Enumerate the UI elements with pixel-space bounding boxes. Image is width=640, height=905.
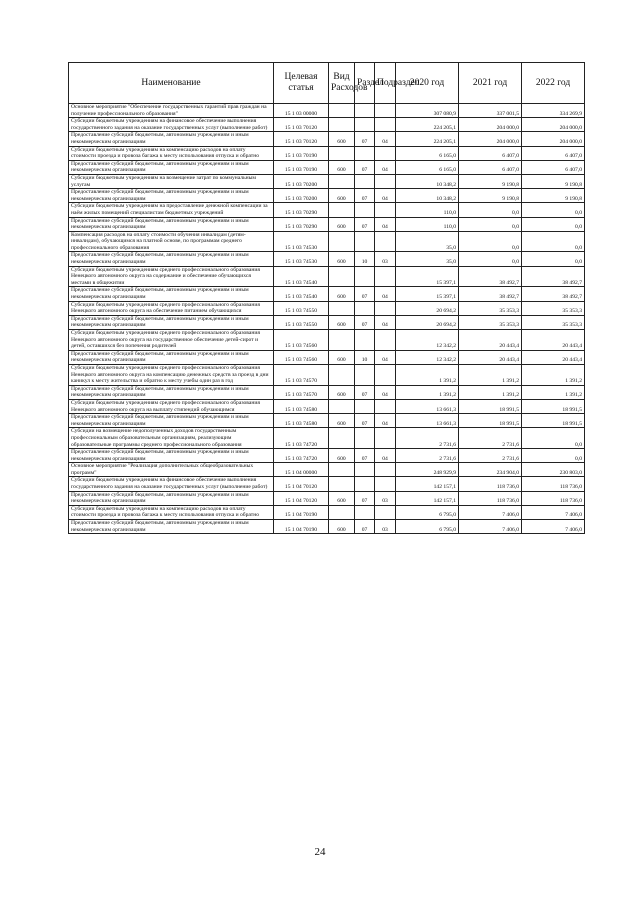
- row-amount-2021: 204 000,0: [459, 132, 522, 146]
- row-amount-2020: 142 157,1: [396, 491, 459, 505]
- row-amount-2020: 224 205,1: [396, 118, 459, 132]
- row-target-article: 15 1 03 70290: [274, 217, 329, 231]
- row-target-article: 15 1 03 70200: [274, 174, 329, 188]
- row-section: [355, 477, 375, 491]
- row-section: [355, 174, 375, 188]
- row-amount-2022: 6 407,0: [522, 160, 585, 174]
- row-amount-2020: 6 795,0: [396, 505, 459, 519]
- row-amount-2021: 35 353,3: [459, 301, 522, 315]
- row-section: [355, 118, 375, 132]
- row-amount-2022: 20 443,4: [522, 330, 585, 351]
- row-amount-2022: 9 190,8: [522, 189, 585, 203]
- row-subsection: [375, 330, 396, 351]
- row-name: Предоставление субсидий бюджетным, автономным учреждениям и иным некоммерческим организациям: [69, 315, 274, 329]
- row-amount-2020: 1 391,2: [396, 364, 459, 385]
- header-name: Наименование: [69, 63, 274, 104]
- row-target-article: 15 1 03 74720: [274, 449, 329, 463]
- row-subsection: [375, 463, 396, 477]
- row-amount-2021: 20 443,4: [459, 350, 522, 364]
- header-target-article: Целевая статья: [274, 63, 329, 104]
- row-subsection: 04: [375, 385, 396, 399]
- table-row: [69, 203, 585, 217]
- row-name: Предоставление субсидий бюджетным, автономным учреждениям и иным некоммерческим организациям: [69, 189, 274, 203]
- row-target-article: 15 1 03 70120: [274, 118, 329, 132]
- row-target-article: 15 1 03 74570: [274, 385, 329, 399]
- row-amount-2020: 110,0: [396, 217, 459, 231]
- row-amount-2021: 20 443,4: [459, 330, 522, 351]
- row-section: 07: [355, 449, 375, 463]
- row-name: Предоставление субсидий бюджетным, автономным учреждениям и иным некоммерческим организациям: [69, 132, 274, 146]
- row-name: Предоставление субсидий бюджетным, автономным учреждениям и иным некоммерческим организациям: [69, 350, 274, 364]
- row-amount-2020: 1 391,2: [396, 385, 459, 399]
- table-row: [69, 399, 585, 413]
- row-subsection: [375, 477, 396, 491]
- row-section: [355, 330, 375, 351]
- table-row: [69, 231, 585, 252]
- table-row: [69, 217, 585, 231]
- row-subsection: [375, 428, 396, 449]
- row-target-article: 15 1 03 74540: [274, 266, 329, 287]
- row-amount-2021: 7 406,0: [459, 520, 522, 534]
- row-amount-2020: 224 205,1: [396, 132, 459, 146]
- row-subsection: 04: [375, 189, 396, 203]
- row-amount-2022: 18 991,5: [522, 399, 585, 413]
- table-row: [69, 330, 585, 351]
- row-expense-type: [329, 505, 355, 519]
- table-body: [69, 104, 585, 534]
- row-target-article: 15 1 03 74580: [274, 414, 329, 428]
- row-subsection: [375, 266, 396, 287]
- row-name: Субсидии бюджетным учреждениям на предоставление денежной компенсации за наём жилых помещений специалистам бюджетных учреждений: [69, 203, 274, 217]
- row-expense-type: [329, 203, 355, 217]
- row-section: [355, 203, 375, 217]
- row-amount-2021: 9 190,8: [459, 174, 522, 188]
- row-amount-2022: 0,0: [522, 428, 585, 449]
- row-expense-type: 600: [329, 287, 355, 301]
- row-subsection: 04: [375, 132, 396, 146]
- header-year-2021: 2021 год: [459, 63, 522, 104]
- row-section: [355, 505, 375, 519]
- row-amount-2022: 0,0: [522, 203, 585, 217]
- table-row: [69, 189, 585, 203]
- row-expense-type: [329, 364, 355, 385]
- table-row: [69, 520, 585, 534]
- row-amount-2021: 1 391,2: [459, 364, 522, 385]
- row-subsection: 04: [375, 287, 396, 301]
- header-year-2022: 2022 год: [522, 63, 585, 104]
- row-expense-type: [329, 118, 355, 132]
- row-expense-type: [329, 146, 355, 160]
- row-subsection: 03: [375, 520, 396, 534]
- row-expense-type: 600: [329, 449, 355, 463]
- row-section: [355, 399, 375, 413]
- row-name: Компенсация расходов на оплату стоимости обучения инвалидам (детям-инвалидам), обучающимся на платной основе, по программам среднего профессионального образования: [69, 231, 274, 252]
- row-name: Предоставление субсидий бюджетным, автономным учреждениям и иным некоммерческим организациям: [69, 449, 274, 463]
- row-name: Субсидии бюджетным учреждениям среднего профессионального образования Ненецкого автономного округа на выплату стипендий обучающимся: [69, 399, 274, 413]
- row-amount-2022: 230 803,0: [522, 463, 585, 477]
- row-amount-2020: 142 157,1: [396, 477, 459, 491]
- row-target-article: 15 1 03 74560: [274, 330, 329, 351]
- row-amount-2021: 204 000,0: [459, 118, 522, 132]
- table-row: [69, 350, 585, 364]
- row-amount-2022: 204 000,0: [522, 118, 585, 132]
- row-target-article: 15 1 04 00000: [274, 463, 329, 477]
- row-amount-2020: 35,0: [396, 231, 459, 252]
- row-section: 07: [355, 414, 375, 428]
- row-amount-2021: 0,0: [459, 252, 522, 266]
- row-subsection: 04: [375, 350, 396, 364]
- row-expense-type: 600: [329, 350, 355, 364]
- row-amount-2021: 0,0: [459, 203, 522, 217]
- row-expense-type: 600: [329, 252, 355, 266]
- row-amount-2020: 13 661,3: [396, 414, 459, 428]
- row-expense-type: [329, 301, 355, 315]
- row-target-article: 15 1 03 74580: [274, 399, 329, 413]
- row-section: 07: [355, 315, 375, 329]
- row-amount-2020: 6 795,0: [396, 520, 459, 534]
- row-section: 07: [355, 385, 375, 399]
- table-row: [69, 428, 585, 449]
- row-amount-2020: 12 342,2: [396, 350, 459, 364]
- row-amount-2022: 204 000,0: [522, 132, 585, 146]
- row-name: Субсидии бюджетным учреждениям на финансовое обеспечение выполнения государственного задания на оказание государственных услуг (выполнение работ): [69, 118, 274, 132]
- row-subsection: [375, 203, 396, 217]
- row-name: Субсидии бюджетным учреждениям на финансовое обеспечение выполнения государственного задания на оказание государственных услуг (выполнение работ): [69, 477, 274, 491]
- row-name: Предоставление субсидий бюджетным, автономным учреждениям и иным некоммерческим организациям: [69, 217, 274, 231]
- row-section: 07: [355, 132, 375, 146]
- row-amount-2020: 6 165,0: [396, 146, 459, 160]
- table-row: [69, 463, 585, 477]
- row-amount-2020: 15 397,1: [396, 287, 459, 301]
- row-expense-type: 600: [329, 491, 355, 505]
- row-amount-2021: 6 407,0: [459, 160, 522, 174]
- row-amount-2022: 38 492,7: [522, 266, 585, 287]
- row-expense-type: [329, 428, 355, 449]
- row-amount-2020: 248 929,9: [396, 463, 459, 477]
- row-subsection: 04: [375, 414, 396, 428]
- row-target-article: 15 1 03 70190: [274, 160, 329, 174]
- row-expense-type: [329, 463, 355, 477]
- row-subsection: [375, 146, 396, 160]
- row-expense-type: 600: [329, 414, 355, 428]
- table-row: [69, 132, 585, 146]
- row-section: [355, 364, 375, 385]
- row-amount-2020: 110,0: [396, 203, 459, 217]
- row-target-article: 15 1 03 74570: [274, 364, 329, 385]
- row-amount-2022: 7 406,0: [522, 505, 585, 519]
- row-subsection: 04: [375, 315, 396, 329]
- row-amount-2021: 9 190,8: [459, 189, 522, 203]
- row-amount-2021: 38 492,7: [459, 266, 522, 287]
- table-row: [69, 146, 585, 160]
- row-name: Субсидии бюджетным учреждениям среднего профессионального образования Ненецкого автономного округа на содержание и обеспечение обучающихся местами в общежитии: [69, 266, 274, 287]
- row-amount-2020: 6 165,0: [396, 160, 459, 174]
- row-target-article: 15 1 03 74550: [274, 301, 329, 315]
- row-section: 07: [355, 160, 375, 174]
- row-amount-2021: 118 736,0: [459, 491, 522, 505]
- row-target-article: 15 1 03 74530: [274, 252, 329, 266]
- row-amount-2022: 118 736,0: [522, 477, 585, 491]
- row-amount-2020: 35,0: [396, 252, 459, 266]
- table-row: [69, 449, 585, 463]
- header-subsection: Подраздел: [375, 63, 396, 104]
- row-expense-type: [329, 477, 355, 491]
- row-expense-type: 600: [329, 217, 355, 231]
- row-target-article: 15 1 03 70190: [274, 146, 329, 160]
- row-amount-2021: 337 001,5: [459, 104, 522, 118]
- row-name: Субсидии бюджетным учреждениям среднего профессионального образования Ненецкого автономного округа на обеспечение питанием обучающихся: [69, 301, 274, 315]
- row-name: Предоставление субсидий бюджетным, автономным учреждениям и иным некоммерческим организациям: [69, 160, 274, 174]
- row-section: 07: [355, 520, 375, 534]
- table-row: [69, 315, 585, 329]
- budget-table: [68, 62, 585, 534]
- row-subsection: [375, 118, 396, 132]
- row-amount-2022: 38 492,7: [522, 287, 585, 301]
- row-amount-2022: 35 353,3: [522, 301, 585, 315]
- row-amount-2022: 0,0: [522, 252, 585, 266]
- header-section: Раздел: [355, 63, 375, 104]
- row-name: Основное мероприятие "Реализация дополнительных общеобразовательных программ": [69, 463, 274, 477]
- row-expense-type: 600: [329, 315, 355, 329]
- row-amount-2022: 18 991,5: [522, 414, 585, 428]
- table-row: [69, 505, 585, 519]
- row-amount-2020: 10 348,2: [396, 174, 459, 188]
- row-amount-2021: 7 406,0: [459, 505, 522, 519]
- row-target-article: 15 1 03 74550: [274, 315, 329, 329]
- row-amount-2020: 15 397,1: [396, 266, 459, 287]
- row-name: Субсидии бюджетным учреждениям среднего профессионального образования Ненецкого автономного округа на компенсацию денежных средств за проезд в дни каникул к месту жительства и обратно к месту учебы один раз в год: [69, 364, 274, 385]
- row-subsection: 04: [375, 160, 396, 174]
- table-row: [69, 174, 585, 188]
- row-amount-2020: 20 694,2: [396, 315, 459, 329]
- row-amount-2021: 18 991,5: [459, 414, 522, 428]
- row-amount-2022: 334 269,9: [522, 104, 585, 118]
- page-number: 24: [314, 846, 326, 858]
- row-expense-type: 600: [329, 189, 355, 203]
- row-subsection: [375, 301, 396, 315]
- row-amount-2020: 20 694,2: [396, 301, 459, 315]
- row-amount-2022: 9 190,8: [522, 174, 585, 188]
- row-section: 07: [355, 217, 375, 231]
- table-row: [69, 252, 585, 266]
- row-expense-type: [329, 399, 355, 413]
- row-amount-2022: 1 391,2: [522, 364, 585, 385]
- row-target-article: 15 1 03 70120: [274, 132, 329, 146]
- row-name: Субсидии бюджетным учреждениям на компенсацию расходов на оплату стоимости проезда и провоза багажа к месту использования отпуска и обратно: [69, 146, 274, 160]
- row-subsection: 04: [375, 449, 396, 463]
- row-expense-type: [329, 231, 355, 252]
- row-name: Предоставление субсидий бюджетным, автономным учреждениям и иным некоммерческим организациям: [69, 520, 274, 534]
- row-expense-type: [329, 266, 355, 287]
- row-target-article: 15 1 04 70120: [274, 477, 329, 491]
- row-amount-2022: 118 736,0: [522, 491, 585, 505]
- row-expense-type: 600: [329, 520, 355, 534]
- table-row: [69, 364, 585, 385]
- row-target-article: 15 1 03 70290: [274, 203, 329, 217]
- row-subsection: [375, 364, 396, 385]
- row-amount-2021: 18 991,5: [459, 399, 522, 413]
- row-subsection: [375, 231, 396, 252]
- table-row: [69, 118, 585, 132]
- row-subsection: 03: [375, 491, 396, 505]
- table-row: [69, 385, 585, 399]
- row-name: Предоставление субсидий бюджетным, автономным учреждениям и иным некоммерческим организациям: [69, 491, 274, 505]
- row-amount-2021: 35 353,3: [459, 315, 522, 329]
- row-name: Предоставление субсидий бюджетным, автономным учреждениям и иным некоммерческим организациям: [69, 385, 274, 399]
- row-amount-2022: 1 391,2: [522, 385, 585, 399]
- row-name: Предоставление субсидий бюджетным, автономным учреждениям и иным некоммерческим организациям: [69, 287, 274, 301]
- table-row: [69, 104, 585, 118]
- table-row: [69, 160, 585, 174]
- row-name: Субсидии бюджетным учреждениям среднего профессионального образования Ненецкого автономного округа на государственное обеспечение детей-сирот и детей, оставшихся без попечения родителей: [69, 330, 274, 351]
- row-amount-2021: 234 904,0: [459, 463, 522, 477]
- row-amount-2022: 6 407,0: [522, 146, 585, 160]
- row-amount-2021: 6 407,0: [459, 146, 522, 160]
- row-amount-2021: 2 731,6: [459, 449, 522, 463]
- table-row: [69, 477, 585, 491]
- row-subsection: 03: [375, 252, 396, 266]
- row-target-article: 15 1 04 70120: [274, 491, 329, 505]
- row-target-article: 15 1 03 74530: [274, 231, 329, 252]
- row-expense-type: [329, 330, 355, 351]
- row-section: [355, 231, 375, 252]
- row-section: [355, 104, 375, 118]
- table-row: [69, 491, 585, 505]
- row-target-article: 15 1 03 74720: [274, 428, 329, 449]
- row-amount-2022: 0,0: [522, 231, 585, 252]
- row-subsection: [375, 399, 396, 413]
- row-amount-2022: 7 406,0: [522, 520, 585, 534]
- table-header-row: [69, 63, 585, 104]
- row-expense-type: 600: [329, 385, 355, 399]
- row-name: Предоставление субсидий бюджетным, автономным учреждениям и иным некоммерческим организациям: [69, 252, 274, 266]
- row-amount-2021: 0,0: [459, 231, 522, 252]
- row-section: 10: [355, 350, 375, 364]
- row-name: Предоставление субсидий бюджетным, автономным учреждениям и иным некоммерческим организациям: [69, 414, 274, 428]
- row-name: Субсидии бюджетным учреждениям на компенсацию расходов на оплату стоимости проезда и провоза багажа к месту использования отпуска и обратно: [69, 505, 274, 519]
- row-section: [355, 428, 375, 449]
- row-amount-2022: 0,0: [522, 449, 585, 463]
- table-row: [69, 287, 585, 301]
- row-amount-2021: 2 731,6: [459, 428, 522, 449]
- row-subsection: [375, 104, 396, 118]
- row-section: 10: [355, 252, 375, 266]
- row-target-article: 15 1 04 70190: [274, 505, 329, 519]
- table-row: [69, 301, 585, 315]
- row-expense-type: [329, 104, 355, 118]
- row-expense-type: 600: [329, 160, 355, 174]
- header-year-2020: 2020 год: [396, 63, 459, 104]
- row-subsection: 04: [375, 217, 396, 231]
- row-amount-2020: 12 342,2: [396, 330, 459, 351]
- row-amount-2021: 0,0: [459, 217, 522, 231]
- row-section: 07: [355, 189, 375, 203]
- row-name: Субсидии бюджетным учреждениям на возмещение затрат по коммунальным услугам: [69, 174, 274, 188]
- row-amount-2020: 10 348,2: [396, 189, 459, 203]
- row-amount-2022: 0,0: [522, 217, 585, 231]
- row-amount-2020: 2 731,6: [396, 428, 459, 449]
- row-amount-2021: 1 391,2: [459, 385, 522, 399]
- row-section: [355, 463, 375, 477]
- row-amount-2022: 20 443,4: [522, 350, 585, 364]
- row-target-article: 15 1 03 74560: [274, 350, 329, 364]
- row-amount-2021: 118 736,0: [459, 477, 522, 491]
- row-subsection: [375, 505, 396, 519]
- row-amount-2020: 13 661,3: [396, 399, 459, 413]
- row-amount-2022: 35 353,3: [522, 315, 585, 329]
- row-section: 07: [355, 287, 375, 301]
- row-name: Субсидии на возмещение недополученных доходов государственным профессиональным образовательным организациям, реализующим образовательные программы среднего профессионального образования: [69, 428, 274, 449]
- table-row: [69, 266, 585, 287]
- row-target-article: 15 1 03 70200: [274, 189, 329, 203]
- row-target-article: 15 1 03 74540: [274, 287, 329, 301]
- row-amount-2020: 2 731,6: [396, 449, 459, 463]
- row-section: [355, 146, 375, 160]
- row-section: 07: [355, 491, 375, 505]
- row-section: [355, 266, 375, 287]
- row-expense-type: [329, 174, 355, 188]
- row-subsection: [375, 174, 396, 188]
- table-row: [69, 414, 585, 428]
- row-section: [355, 301, 375, 315]
- row-expense-type: 600: [329, 132, 355, 146]
- header-expense-type: Вид Расходов: [329, 63, 355, 104]
- row-amount-2020: 307 080,9: [396, 104, 459, 118]
- row-target-article: 15 1 04 70190: [274, 520, 329, 534]
- row-name: Основное мероприятие "Обеспечение государственных гарантий прав граждан на получение профессионального образования": [69, 104, 274, 118]
- row-target-article: 15 1 03 00000: [274, 104, 329, 118]
- row-amount-2021: 38 492,7: [459, 287, 522, 301]
